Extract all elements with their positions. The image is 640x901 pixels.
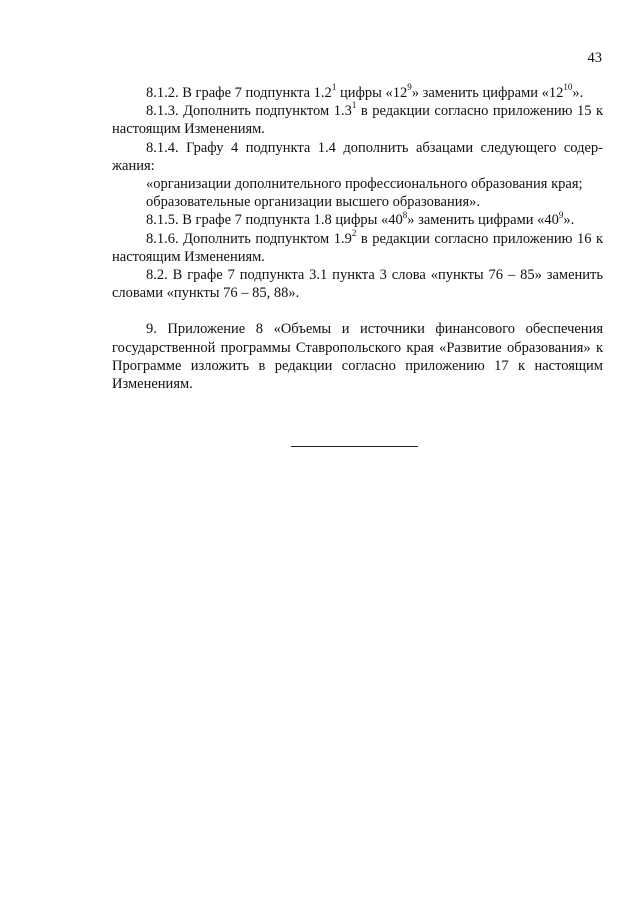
end-divider-line xyxy=(291,446,418,447)
paragraph-9: 9. Приложение 8 «Объемы и источники финансового обеспечения государственной программы Ставропольского края «Развитие образования» к Программе изложить в редакции согласно приложению 17 к настоящим Изменениям. xyxy=(112,321,603,393)
paragraph-8-1-5: 8.1.5. В графе 7 подпункта 1.8 цифры «$40^8$» заменить цифрами «$40^9$». xyxy=(146,209,575,229)
quote-line-2: образовательные организации высшего образования». xyxy=(146,194,481,211)
paragraph-8-2: 8.2. В графе 7 подпункта 3.1 пункта 3 слова «пункты 76 – 85» заменить словами «пункты 76 – 85, 88». xyxy=(112,267,603,302)
paragraph-8-1-2: 8.1.2. В графе 7 подпункта $1.2^1$ цифры «$12^9$» заменить цифрами «$12^{10}$». xyxy=(146,82,584,101)
paragraph-8-1-6: 8.1.6. Дополнить подпунктом $1.9^2$ в редакции согласно приложению 16 к настоящим Изменениям. xyxy=(112,227,603,265)
paragraph-gap xyxy=(112,302,603,320)
quote-line-1: «организации дополнительного профессионального образования края; xyxy=(146,176,583,193)
page-number: 43 xyxy=(587,50,602,66)
document-body xyxy=(112,84,603,393)
paragraph-8-1-4: 8.1.4. Графу 4 подпункта 1.4 дополнить абзацами следующего содер-жания: xyxy=(112,139,603,174)
paragraph-8-1-3: 8.1.3. Дополнить подпунктом $1.3^1$ в редакции согласно приложению 15 к настоящим Изменениям. xyxy=(112,100,603,138)
